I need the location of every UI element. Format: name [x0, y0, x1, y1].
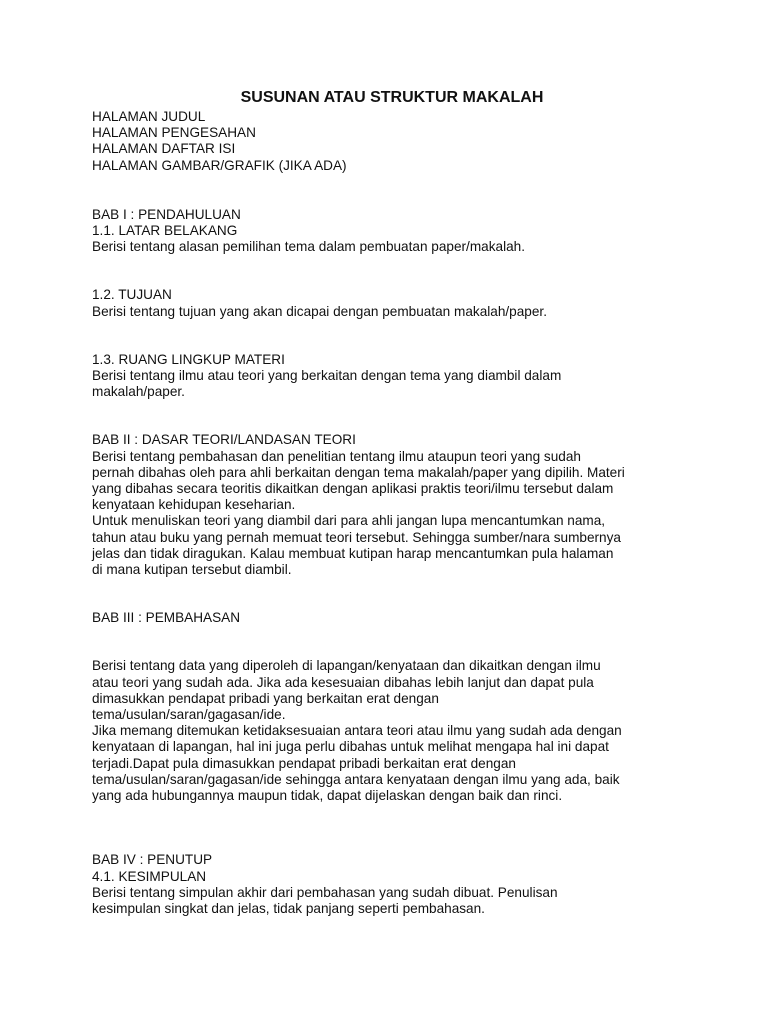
subsection-heading: 1.3. RUANG LINGKUP MATERI	[92, 351, 285, 367]
section-bab-4	[92, 852, 692, 917]
section-bab-1	[92, 207, 692, 401]
paragraph-line: atau teori yang sudah ada. Jika ada kesesuaian dibahas lebih lanjut dan dapat pula	[92, 674, 594, 690]
paragraph-line: dimasukkan pendapat pribadi yang berkaitan erat dengan	[92, 690, 439, 706]
front-matter-item: HALAMAN PENGESAHAN	[92, 125, 256, 141]
section-bab-3	[92, 610, 692, 804]
paragraph-line: pernah dibahas oleh para ahli berkaitan dengan tema makalah/paper yang dipilih. Materi	[92, 464, 625, 480]
front-matter-item: HALAMAN GAMBAR/GRAFIK (JIKA ADA)	[92, 157, 347, 173]
paragraph-line: kenyataan kehidupan keseharian.	[92, 497, 296, 513]
paragraph-line: makalah/paper.	[92, 384, 185, 400]
front-matter-item: HALAMAN DAFTAR ISI	[92, 141, 236, 157]
front-matter-item: HALAMAN JUDUL	[92, 109, 206, 124]
subsection-heading: 1.1. LATAR BELAKANG	[92, 223, 238, 239]
paragraph-line: kenyataan di lapangan, hal ini juga perlu dibahas untuk melihat mengapa hal ini dapat	[92, 739, 609, 755]
paragraph-line: Jika memang ditemukan ketidaksesuaian antara teori atau ilmu yang sudah ada dengan	[92, 723, 622, 739]
paragraph-line: tahun atau buku yang pernah memuat teori tersebut. Sehingga sumber/nara sumbernya	[92, 529, 621, 545]
paragraph-line: Untuk menuliskan teori yang diambil dari para ahli jangan lupa mencantumkan nama,	[92, 513, 606, 529]
document-page	[92, 88, 692, 917]
section-heading: BAB III : PEMBAHASAN	[92, 610, 241, 626]
section-bab-2	[92, 432, 692, 578]
paragraph-line: jelas dan tidak diragukan. Kalau membuat kutipan harap mencantumkan pula halaman	[92, 545, 614, 561]
paragraph-line: Berisi tentang simpulan akhir dari pembahasan yang sudah dibuat. Penulisan	[92, 884, 558, 900]
paragraph-line: di mana kutipan tersebut diambil.	[92, 562, 292, 578]
paragraph-line: terjadi.Dapat pula dimasukkan pendapat pribadi berkaitan erat dengan	[92, 755, 516, 771]
paragraph-line: Berisi tentang data yang diperoleh di lapangan/kenyataan dan dikaitkan dengan ilmu	[92, 658, 601, 674]
section-heading: BAB II : DASAR TEORI/LANDASAN TEORI	[92, 432, 356, 448]
paragraph-line: yang ada hubungannya maupun tidak, dapat dijelaskan dengan baik dan rinci.	[92, 788, 563, 804]
paragraph-line: yang dibahas secara teoritis dikaitkan dengan aplikasi praktis teori/ilmu tersebut dalam	[92, 481, 614, 497]
document-title: SUSUNAN ATAU STRUKTUR MAKALAH	[240, 89, 544, 106]
paragraph-line: Berisi tentang pembahasan dan penelitian tentang ilmu ataupun teori yang sudah	[92, 448, 581, 464]
subsection-heading: 4.1. KESIMPULAN	[92, 868, 207, 884]
paragraph-line: tema/usulan/saran/gagasan/ide.	[92, 707, 286, 723]
front-matter-list	[92, 109, 692, 174]
paragraph-line: tema/usulan/saran/gagasan/ide sehingga antara kenyataan dengan ilmu yang ada, baik	[92, 771, 620, 787]
paragraph-line: Berisi tentang ilmu atau teori yang berkaitan dengan tema yang diambil dalam	[92, 368, 562, 384]
paragraph-line: Berisi tentang alasan pemilihan tema dalam pembuatan paper/makalah.	[92, 239, 525, 255]
section-heading: BAB I : PENDAHULUAN	[92, 206, 241, 222]
section-heading: BAB IV : PENUTUP	[92, 852, 213, 868]
paragraph-line: kesimpulan singkat dan jelas, tidak panjang seperti pembahasan.	[92, 900, 485, 916]
subsection-heading: 1.2. TUJUAN	[92, 287, 172, 303]
paragraph-line: Berisi tentang tujuan yang akan dicapai dengan pembuatan makalah/paper.	[92, 303, 547, 319]
